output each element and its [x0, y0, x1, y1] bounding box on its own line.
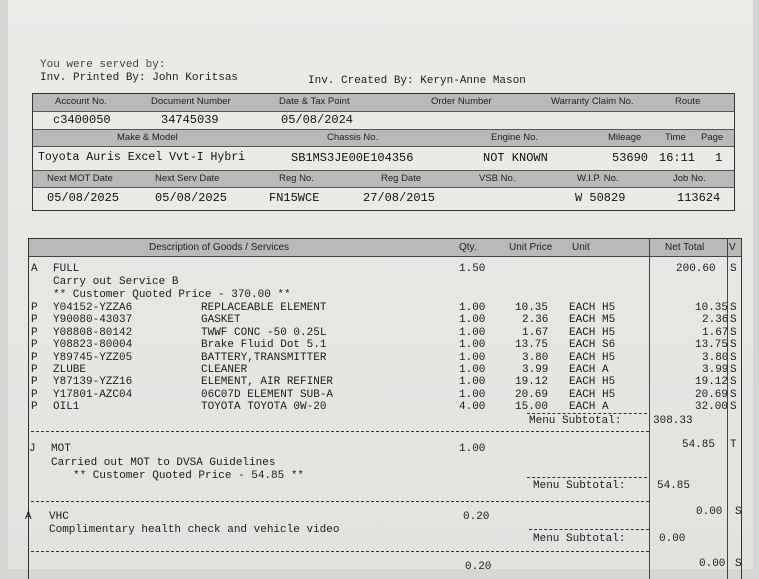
section-separator: [31, 431, 649, 432]
goods-header: [29, 239, 741, 257]
part-vat: S: [730, 339, 737, 352]
label-reg-no: Reg No.: [279, 173, 314, 184]
part-price: 15.00: [515, 401, 549, 414]
vhc-description: Complimentary health check and vehicle video: [49, 524, 340, 536]
part-row: [29, 352, 741, 364]
part-unit: EACH H5: [569, 388, 616, 401]
part-price: 10.35: [515, 302, 549, 314]
section-separator: [31, 551, 649, 552]
part-row: [29, 314, 741, 326]
label-warranty-claim: Warranty Claim No.: [551, 96, 634, 107]
part-part: Y04152-YZZA6: [53, 302, 133, 314]
date-tax-point: 05/08/2024: [281, 113, 354, 127]
divider: [33, 146, 734, 147]
part-net: 13.75: [695, 339, 729, 352]
subtotal-label: Menu Subtotal:: [533, 533, 626, 545]
part-row: [29, 389, 741, 401]
engine-no: NOT KNOWN: [483, 151, 548, 165]
part-t: P: [31, 401, 38, 414]
col-net-total: Net Total: [665, 242, 705, 253]
section-qty: 0.20: [465, 561, 492, 573]
label-page: Page: [701, 132, 724, 143]
reg-no: FN15WCE: [269, 191, 320, 205]
label-reg-date: Reg Date: [381, 173, 422, 184]
reg-date: 27/08/2015: [363, 191, 436, 205]
part-desc: TOYOTA TOYOTA 0W-20: [201, 401, 327, 414]
account-no: c3400050: [53, 113, 111, 127]
label-date-tax-point: Date & Tax Point: [279, 96, 350, 107]
part-row: [29, 376, 741, 388]
part-t: P: [31, 388, 38, 401]
part-unit: EACH A: [569, 401, 609, 414]
col-qty: Qty.: [459, 242, 477, 253]
part-vat: S: [730, 401, 737, 414]
subtotal-value: 308.33: [653, 415, 693, 427]
part-price: 3.80: [522, 351, 549, 364]
job-no: 113624: [677, 191, 721, 205]
section-qty: 0.20: [463, 511, 490, 523]
divider: [33, 129, 734, 130]
part-qty: 1.00: [459, 326, 486, 339]
part-qty: 1.00: [459, 339, 486, 352]
divider: [33, 187, 734, 188]
label-next-mot: Next MOT Date: [47, 173, 113, 184]
part-net: 2.36: [702, 314, 729, 327]
part-t: P: [31, 326, 38, 339]
part-price: 2.36: [522, 314, 549, 327]
section-code: J: [29, 443, 36, 455]
part-price: 3.99: [522, 364, 549, 376]
mot-quoted-price: ** Customer Quoted Price - 54.85 **: [73, 470, 305, 482]
part-part: Y17801-AZC04: [53, 388, 133, 401]
part-desc: Brake Fluid Dot 5.1: [201, 339, 327, 352]
part-unit: EACH H5: [569, 302, 616, 314]
part-desc: CLEANER: [201, 364, 248, 376]
label-make-model: Make & Model: [117, 132, 178, 143]
label-job-no: Job No.: [673, 173, 706, 184]
part-desc: ELEMENT, AIR REFINER: [201, 376, 334, 389]
part-unit: EACH S6: [569, 339, 616, 352]
part-vat: S: [730, 302, 737, 314]
chassis-no: SB1MS3JE00E104356: [291, 151, 414, 165]
next-mot-date: 05/08/2025: [47, 191, 120, 205]
divider: [33, 111, 734, 112]
part-row: [29, 302, 741, 314]
part-t: P: [31, 302, 38, 314]
section-row: [29, 558, 742, 573]
subtotal-row: [29, 480, 741, 492]
subtotal-value: 54.85: [657, 480, 691, 492]
served-by-label: You were served by:: [40, 59, 166, 71]
part-part: ZLUBE: [53, 364, 87, 376]
part-qty: 1.00: [459, 388, 486, 401]
part-vat: S: [730, 388, 737, 401]
quoted-price-note: ** Customer Quoted Price - 370.00 **: [53, 289, 291, 301]
part-price: 20.69: [515, 388, 549, 401]
section-vat: T: [730, 439, 737, 451]
part-net: 20.69: [695, 388, 729, 401]
section-net: 54.85: [682, 439, 716, 451]
col-unit-price: Unit Price: [509, 242, 553, 253]
label-wip-no: W.I.P. No.: [577, 173, 619, 184]
section-vat: S: [735, 558, 742, 570]
label-mileage: Mileage: [608, 132, 642, 143]
label-account-no: Account No.: [55, 96, 107, 107]
section-line: [29, 457, 741, 469]
part-qty: 4.00: [459, 401, 486, 414]
part-qty: 1.00: [459, 364, 486, 376]
col-description: Description of Goods / Services: [149, 242, 290, 253]
part-vat: S: [730, 314, 737, 327]
part-unit: EACH H5: [569, 326, 616, 339]
part-net: 10.35: [695, 302, 729, 314]
section-line: [29, 276, 741, 288]
label-time: Time: [665, 132, 686, 143]
part-desc: BATTERY,TRANSMITTER: [201, 351, 327, 364]
section-vat: S: [730, 263, 737, 275]
part-row: [29, 401, 741, 413]
label-next-serv: Next Serv Date: [155, 173, 220, 184]
subtotal-row: [29, 415, 741, 427]
part-vat: S: [730, 376, 737, 389]
part-part: Y87139-YZZ16: [53, 376, 133, 389]
part-unit: EACH A: [569, 364, 609, 376]
part-unit: EACH M5: [569, 314, 616, 327]
part-t: P: [31, 364, 38, 376]
part-desc: GASKET: [201, 314, 241, 327]
col-vat: V: [729, 242, 736, 253]
part-net: 19.12: [695, 376, 729, 389]
mot-description: Carried out MOT to DVSA Guidelines: [51, 457, 276, 469]
part-t: P: [31, 376, 38, 389]
part-qty: 1.00: [459, 351, 486, 364]
part-part: OIL1: [53, 401, 80, 414]
part-part: Y90080-43037: [53, 314, 133, 327]
section-separator: [31, 501, 649, 502]
part-qty: 1.00: [459, 302, 486, 314]
subtotal-value: 0.00: [659, 533, 686, 545]
section-vat: S: [735, 506, 742, 518]
label-document-number: Document Number: [151, 96, 231, 107]
part-price: 13.75: [515, 339, 549, 352]
part-qty: 1.00: [459, 314, 486, 327]
service-description: Carry out Service B: [53, 276, 179, 288]
mileage: 53690: [612, 151, 649, 165]
section-row: [29, 439, 741, 455]
col-unit: Unit: [572, 242, 590, 253]
label-chassis-no: Chassis No.: [327, 132, 379, 143]
part-vat: S: [730, 351, 737, 364]
section-net: 0.00: [699, 558, 726, 570]
part-net: 3.99: [702, 364, 729, 376]
label-order-number: Order Number: [431, 96, 492, 107]
part-part: Y08808-80142: [53, 326, 133, 339]
part-row: [29, 327, 741, 339]
section-code: A: [25, 511, 32, 523]
part-unit: EACH H5: [569, 351, 616, 364]
part-t: P: [31, 339, 38, 352]
divider: [33, 170, 734, 171]
part-part: Y89745-YZZ05: [53, 351, 133, 364]
document-number: 34745039: [161, 113, 219, 127]
section-line: [29, 289, 741, 301]
subtotal-dash: [527, 413, 647, 414]
section-qty: 1.50: [459, 263, 486, 275]
part-t: P: [31, 314, 38, 327]
section-title: VHC: [49, 511, 69, 523]
page-number: 1: [715, 151, 723, 165]
part-row: [29, 364, 741, 376]
part-net: 1.67: [702, 326, 729, 339]
label-vsb-no: VSB No.: [479, 173, 516, 184]
part-desc: REPLACEABLE ELEMENT: [201, 302, 327, 314]
subtotal-row: [29, 533, 741, 545]
subtotal-label: Menu Subtotal:: [529, 415, 622, 427]
section-qty: 1.00: [459, 443, 486, 455]
part-row: [29, 339, 741, 351]
section-net: 200.60: [676, 263, 716, 275]
wip-no: W 50829: [575, 191, 626, 205]
section-title: FULL: [53, 263, 80, 275]
part-desc: 06C07D ELEMENT SUB-A: [201, 388, 334, 401]
section-title: MOT: [51, 443, 71, 455]
part-net: 3.80: [702, 351, 729, 364]
subtotal-label: Menu Subtotal:: [533, 480, 626, 492]
part-price: 1.67: [522, 326, 549, 339]
subtotal-dash: [529, 529, 649, 530]
section-net: 0.00: [696, 506, 723, 518]
part-unit: EACH H5: [569, 376, 616, 389]
invoice-paper: [8, 0, 753, 573]
section-row: [29, 263, 741, 275]
subtotal-dash: [527, 477, 647, 478]
label-engine-no: Engine No.: [491, 132, 539, 143]
invoice-header-box: [32, 93, 735, 211]
created-by: Inv. Created By: Keryn-Anne Mason: [308, 75, 526, 87]
printed-by: Inv. Printed By: John Koritsas: [40, 72, 239, 84]
next-serv-date: 05/08/2025: [155, 191, 228, 205]
part-net: 32.00: [695, 401, 729, 414]
time: 16:11: [659, 151, 696, 165]
section-code: A: [31, 263, 38, 275]
label-route: Route: [675, 96, 701, 107]
section-row: [25, 506, 742, 523]
part-part: Y08823-80004: [53, 339, 133, 352]
part-vat: S: [730, 364, 737, 376]
make-model: Toyota Auris Excel Vvt-I Hybri: [38, 151, 246, 164]
part-desc: TWWF CONC -50 0.25L: [201, 326, 327, 339]
part-qty: 1.00: [459, 376, 486, 389]
part-t: P: [31, 351, 38, 364]
part-vat: S: [730, 326, 737, 339]
goods-table: [25, 238, 742, 579]
part-price: 19.12: [515, 376, 549, 389]
